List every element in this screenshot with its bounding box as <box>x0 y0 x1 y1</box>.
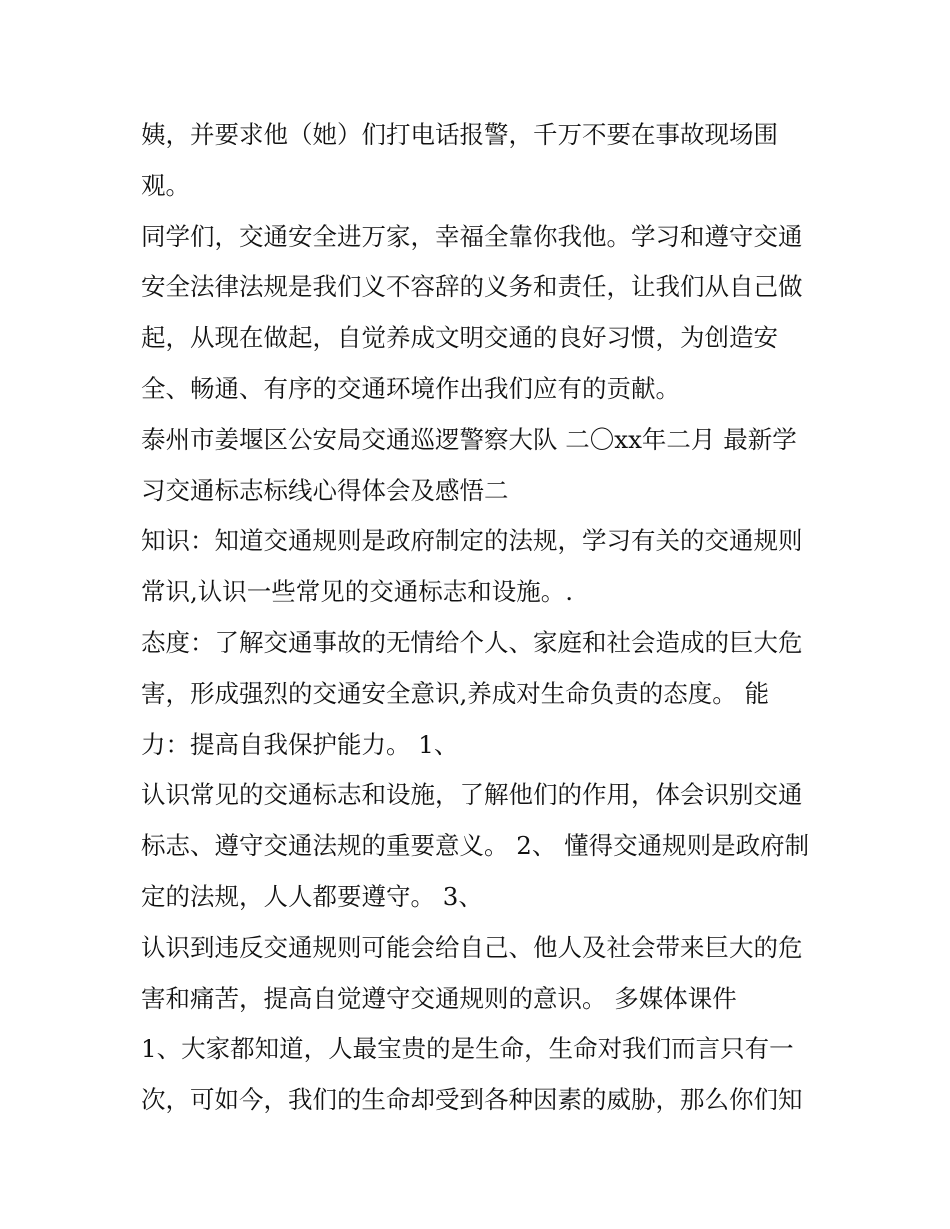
text-line: 害和痛苦，提高自觉遵守交通规则的意识。 多媒体课件 <box>141 983 737 1013</box>
text-line: 标志、遵守交通法规的重要意义。 2、 懂得交通规则是政府制 <box>141 831 810 861</box>
text-line: 态度：了解交通事故的无情给个人、家庭和社会造成的巨大危 <box>141 627 803 657</box>
text-line: 认识常见的交通标志和设施，了解他们的作用，体会识别交通 <box>141 780 803 810</box>
text-line: 次，可如今，我们的生命却受到各种因素的威胁，那么你们知 <box>141 1085 803 1115</box>
text-line: 泰州市姜堰区公安局交通巡逻警察大队 二〇xx年二月 最新学 <box>141 424 797 454</box>
text-line: 力：提高自我保护能力。 1、 <box>141 729 459 759</box>
text-line: 1、大家都知道，人最宝贵的是生命，生命对我们而言只有一 <box>141 1034 794 1064</box>
text-line: 起，从现在做起，自觉养成文明交通的良好习惯，为创造安 <box>141 323 778 353</box>
text-line: 习交通标志标线心得体会及感悟二 <box>141 475 509 505</box>
text-line: 全、畅通、有序的交通环境作出我们应有的贡献。 <box>141 373 680 403</box>
text-line: 安全法律法规是我们义不容辞的义务和责任，让我们从自己做 <box>141 272 803 302</box>
document-body <box>141 110 831 1126</box>
text-line: 同学们，交通安全进万家，幸福全靠你我他。学习和遵守交通 <box>141 221 803 251</box>
text-line: 观。 <box>141 170 190 200</box>
text-line: 认识到违反交通规则可能会给自己、他人及社会带来巨大的危 <box>141 932 803 962</box>
text-line: 姨，并要求他（她）们打电话报警，千万不要在事故现场围 <box>141 120 778 149</box>
text-line: 知识：知道交通规则是政府制定的法规，学习有关的交通规则 <box>141 526 803 556</box>
text-line: 常识,认识一些常见的交通标志和设施。. <box>141 577 574 607</box>
text-line: 害，形成强烈的交通安全意识,养成对生命负责的态度。 能 <box>141 678 770 708</box>
text-line: 定的法规，人人都要遵守。 3、 <box>141 881 483 911</box>
